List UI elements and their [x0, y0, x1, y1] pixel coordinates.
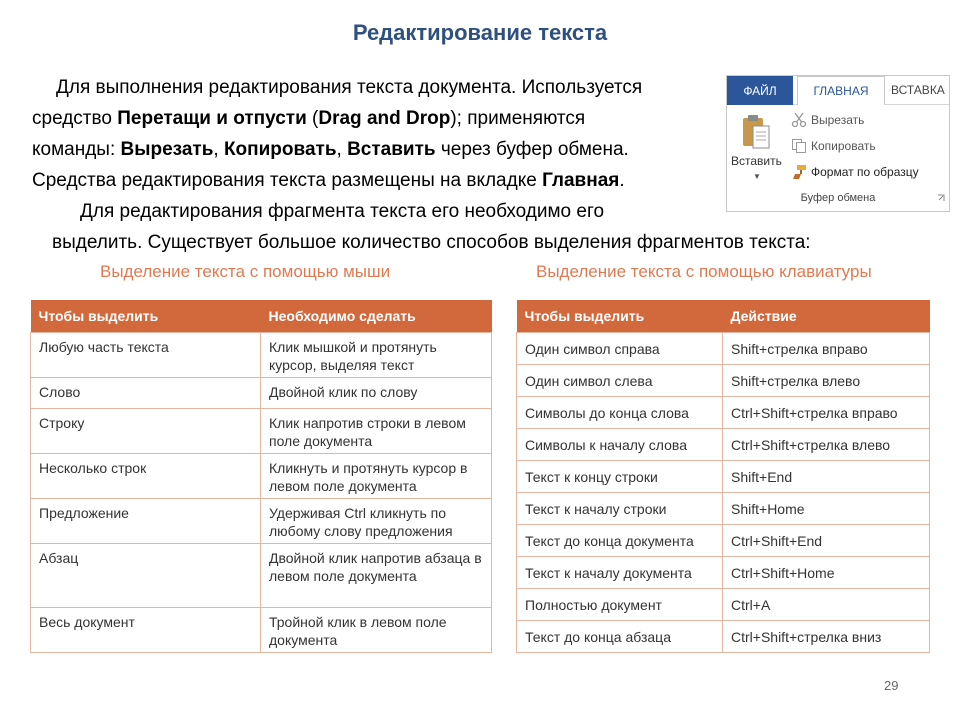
table-cell: Ctrl+Shift+стрелка вправо [723, 397, 930, 429]
para-text: , [213, 139, 224, 160]
table-row [517, 333, 930, 365]
table-cell: Двойной клик по слову [261, 378, 492, 409]
copy-icon [791, 138, 807, 154]
table-cell: Один символ справа [517, 333, 723, 365]
para-text: средство [32, 108, 118, 129]
para-text: ( [306, 108, 319, 129]
table-cell: Ctrl+Shift+стрелка вниз [723, 621, 930, 653]
keyboard-selection-table [516, 300, 930, 653]
cut-label: Вырезать [811, 113, 865, 127]
table-row [517, 397, 930, 429]
table-row [31, 409, 492, 454]
clipboard-group-label: Буфер обмена [800, 192, 876, 204]
table-cell: Строку [31, 409, 261, 454]
paragraph-line-6: выделить. Существует большое количество способов выделения фрагментов текста: [52, 232, 811, 253]
column-header: Необходимо сделать [261, 300, 492, 333]
table-cell: Shift+стрелка вправо [723, 333, 930, 365]
paragraph-line-2 [32, 103, 585, 134]
paragraph-line-1 [56, 72, 642, 103]
copy-button[interactable] [791, 138, 876, 154]
table-cell: Клик напротив строки в левом поле документа [261, 409, 492, 454]
table-row [517, 365, 930, 397]
tab-home[interactable]: ГЛАВНАЯ [797, 76, 885, 105]
table-cell: Текст к началу документа [517, 557, 723, 589]
table-cell: Ctrl+Shift+стрелка влево [723, 429, 930, 461]
slide-title: Редактирование текста [352, 20, 608, 45]
dialog-launcher-icon[interactable] [937, 194, 945, 202]
scissors-icon [791, 112, 807, 128]
table-cell: Абзац [31, 544, 261, 608]
table-cell: Shift+Home [723, 493, 930, 525]
table-cell: Shift+стрелка влево [723, 365, 930, 397]
ribbon-tabs [727, 76, 949, 105]
term-drag-drop-en: Drag and Drop [318, 108, 451, 129]
table-cell: Предложение [31, 499, 261, 544]
table-cell: Полностью документ [517, 589, 723, 621]
term-home-tab: Главная [542, 170, 620, 191]
table-cell: Любую часть текста [31, 333, 261, 378]
table-row [31, 378, 492, 409]
para-text: Средства редактирования текста размещены на вкладке [32, 170, 543, 191]
para-text: команды: [32, 139, 121, 160]
column-header: Чтобы выделить [517, 300, 723, 333]
para-text: , [336, 139, 348, 160]
keyboard-section-heading: Выделение текста с помощью клавиатуры [536, 262, 872, 281]
term-paste: Вставить [347, 139, 436, 160]
para-text: ); применяются [450, 108, 586, 129]
table-cell: Shift+End [723, 461, 930, 493]
paragraph-line-5: Для редактирования фрагмента текста его необходимо его [80, 201, 605, 222]
table-cell: Двойной клик напротив абзаца в левом поле документа [261, 544, 492, 608]
cut-button[interactable] [791, 112, 864, 128]
column-header: Чтобы выделить [31, 300, 261, 333]
term-drag-drop-ru: Перетащи и отпусти [117, 108, 307, 129]
table-row [517, 589, 930, 621]
table-row [517, 493, 930, 525]
table-cell: Символы до конца слова [517, 397, 723, 429]
tab-insert[interactable]: ВСТАВКА [891, 83, 945, 97]
table-cell: Ctrl+Shift+End [723, 525, 930, 557]
table-row [31, 499, 492, 544]
table-row [31, 333, 492, 378]
table-cell: Клик мышкой и протянуть курсор, выделяя текст [261, 333, 492, 378]
copy-label: Копировать [811, 139, 876, 153]
para-text: через буфер обмена. [435, 139, 629, 160]
table-row [517, 557, 930, 589]
format-painter-label: Формат по образцу [811, 165, 919, 179]
table-cell: Ctrl+A [723, 589, 930, 621]
table-cell: Текст до конца абзаца [517, 621, 723, 653]
ribbon-clipboard-screenshot [726, 75, 950, 212]
term-cut: Вырезать [120, 139, 214, 160]
table-header-row [517, 300, 930, 333]
table-cell: Один символ слева [517, 365, 723, 397]
table-cell: Символы к началу слова [517, 429, 723, 461]
table-row [517, 461, 930, 493]
para-text: . [619, 170, 625, 191]
table-row [31, 608, 492, 653]
paste-button-label[interactable]: Вставить [731, 154, 782, 168]
table-cell: Весь документ [31, 608, 261, 653]
mouse-section-heading: Выделение текста с помощью мыши [100, 262, 391, 281]
paste-icon[interactable] [741, 114, 771, 150]
column-header: Действие [723, 300, 930, 333]
page-number: 29 [884, 678, 899, 693]
table-cell: Текст к концу строки [517, 461, 723, 493]
table-cell: Тройной клик в левом поле документа [261, 608, 492, 653]
table-cell: Удерживая Ctrl кликнуть по любому слову предложения [261, 499, 492, 544]
table-cell: Текст до конца документа [517, 525, 723, 557]
table-row [517, 429, 930, 461]
paragraph-line-4 [32, 165, 625, 196]
table-cell: Текст к началу строки [517, 493, 723, 525]
table-cell: Несколько строк [31, 454, 261, 499]
term-copy: Копировать [223, 139, 337, 160]
table-row [31, 544, 492, 608]
paragraph-line-3 [32, 134, 629, 165]
mouse-selection-table [30, 300, 492, 653]
table-cell: Слово [31, 378, 261, 409]
chevron-down-icon[interactable]: ▼ [753, 172, 761, 181]
para-text: Для выполнения редактирования текста документа. Используется [56, 77, 643, 98]
table-cell: Кликнуть и протянуть курсор в левом поле документа [261, 454, 492, 499]
table-cell: Ctrl+Shift+Home [723, 557, 930, 589]
format-painter-icon [791, 164, 807, 180]
tab-file[interactable]: ФАЙЛ [727, 76, 793, 105]
table-header-row [31, 300, 492, 333]
table-row [31, 454, 492, 499]
table-row [517, 525, 930, 557]
format-painter-button[interactable] [791, 164, 919, 180]
table-row [517, 621, 930, 653]
